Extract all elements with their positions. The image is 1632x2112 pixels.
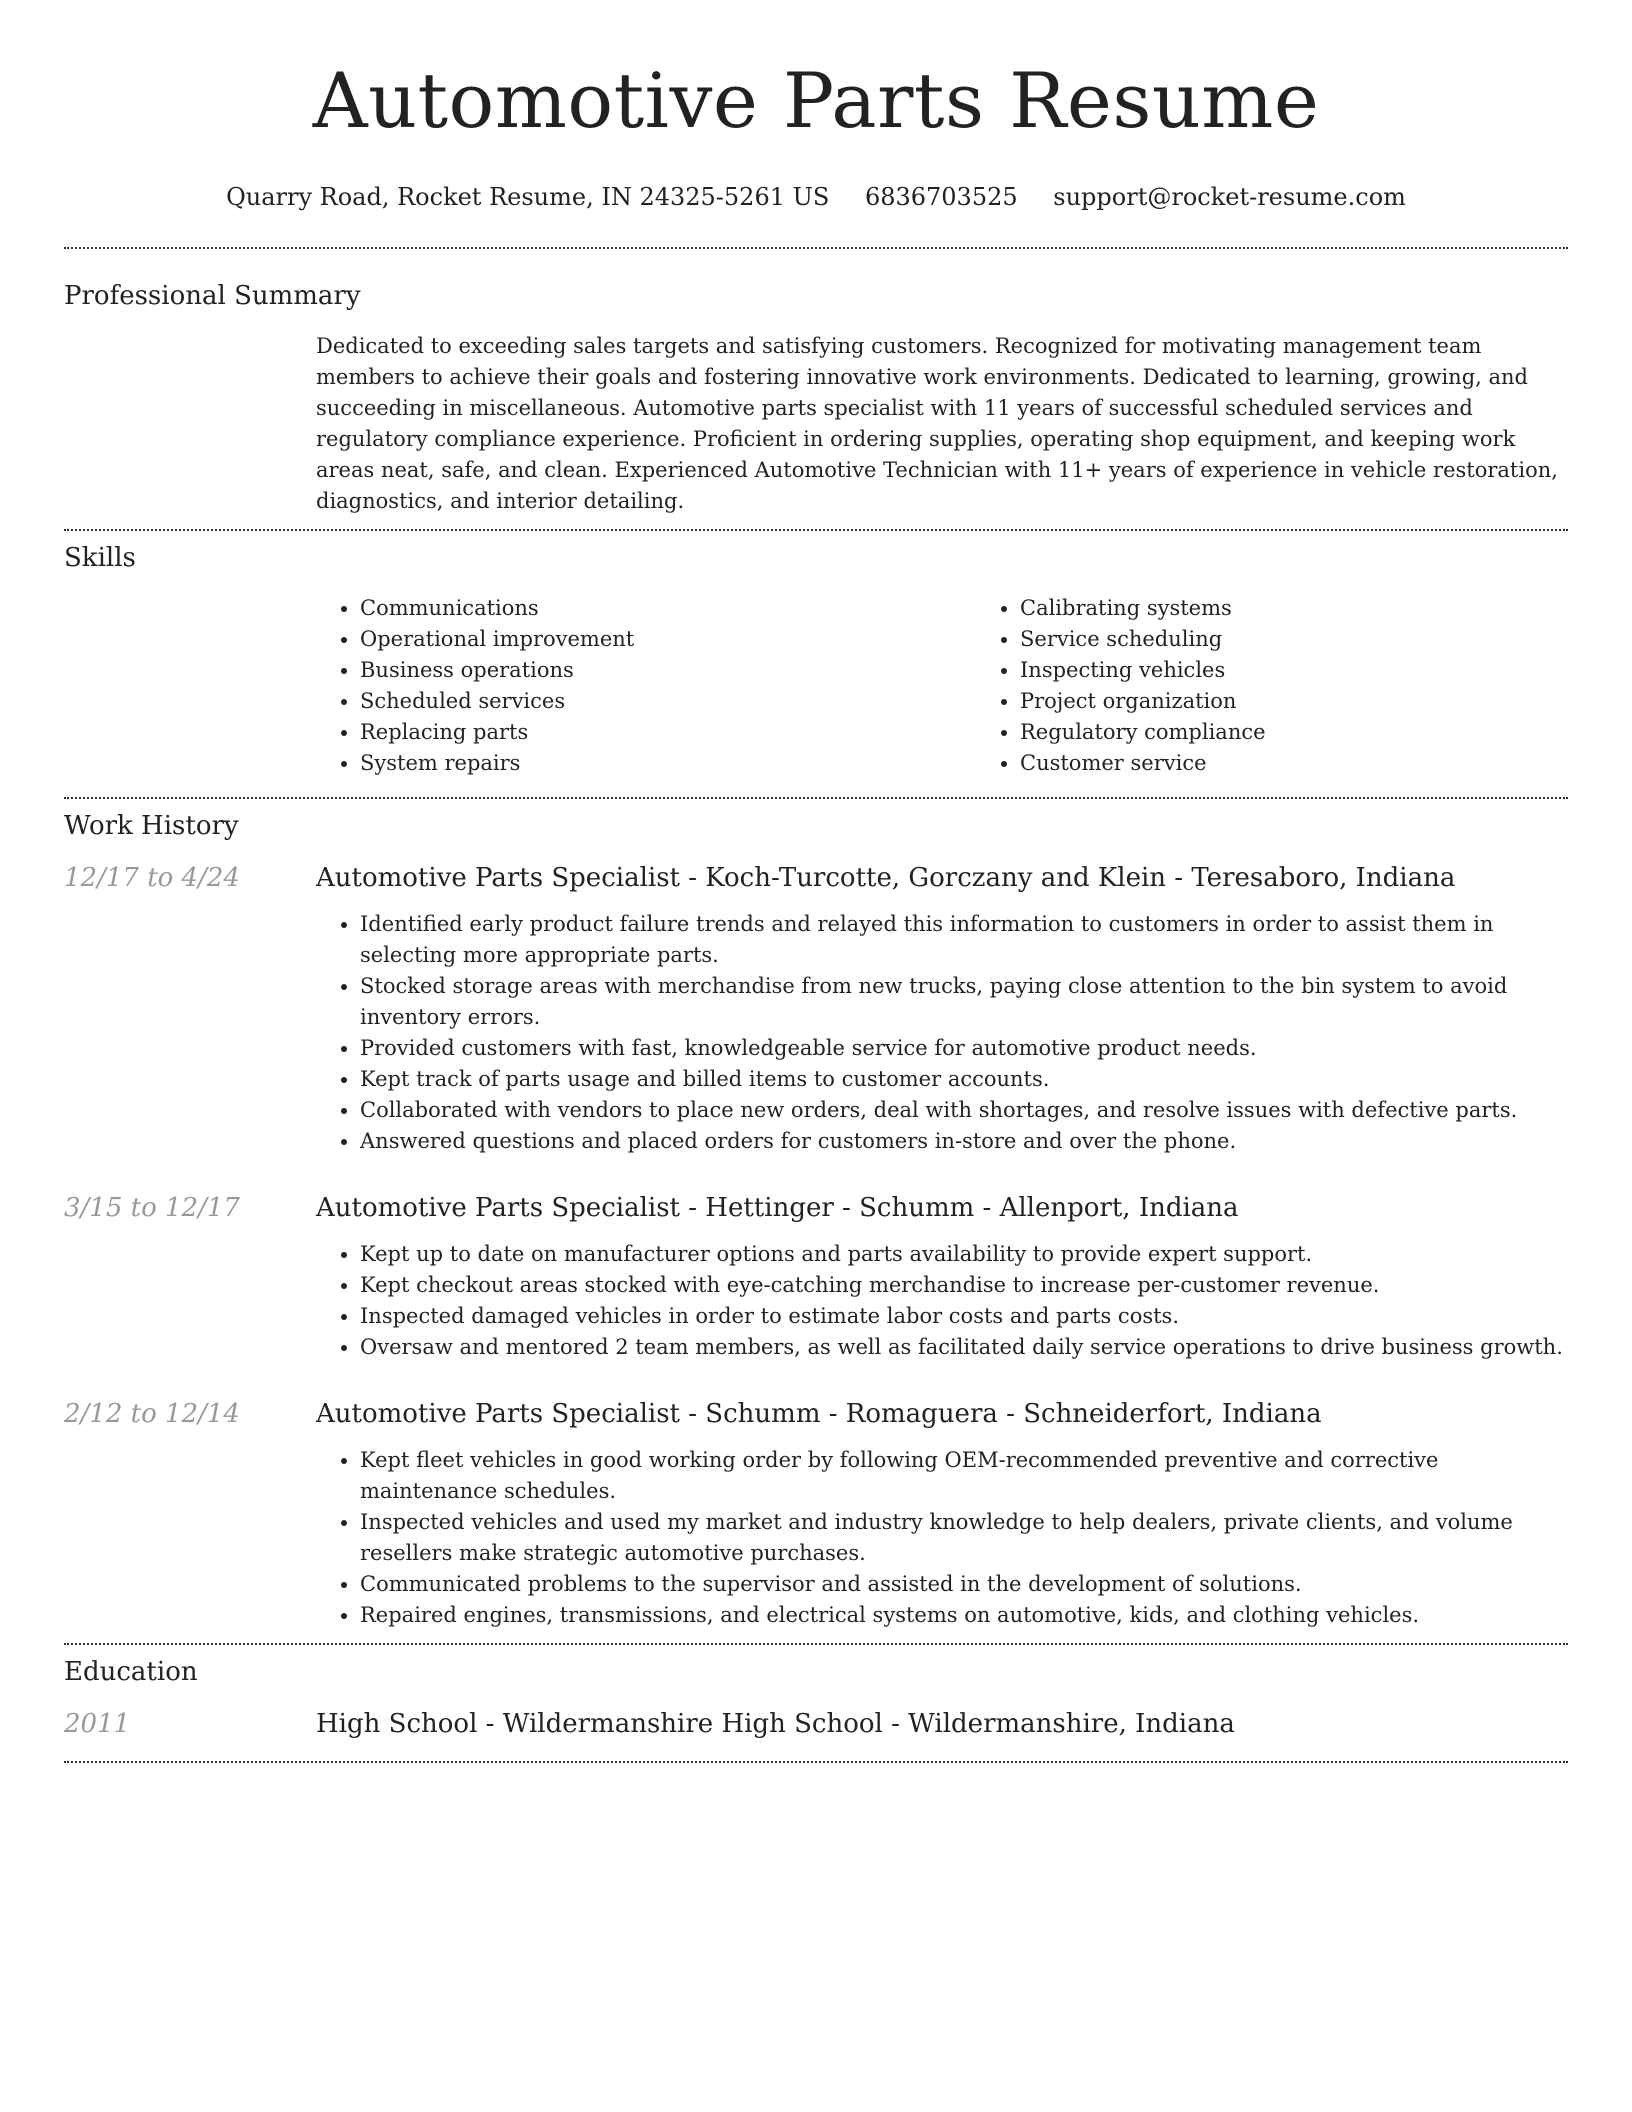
job-bullet: • Provided customers with fast, knowledgeable service for automotive product needs. (360, 1033, 1568, 1064)
skill-item: • Inspecting vehicles (1020, 655, 1632, 686)
job-dates: 3/15 to 12/17 (64, 1193, 240, 1223)
skill-item: • Scheduled services (360, 686, 976, 717)
divider (64, 1761, 1568, 1763)
job-bullet: • Identified early product failure trends and relayed this information to customers in order to assist them in selecting more appropriate parts. (360, 909, 1568, 971)
job-dates: 2/12 to 12/14 (64, 1399, 240, 1429)
skill-item: • System repairs (360, 748, 976, 779)
job-bullets (316, 1445, 1568, 1631)
job-bullet: • Stocked storage areas with merchandise from new trucks, paying close attention to the bin system to avoid inventory errors. (360, 971, 1568, 1033)
job-bullet: • Oversaw and mentored 2 team members, as well as facilitated daily service operations to drive business growth. (360, 1332, 1568, 1363)
skill-item: • Regulatory compliance (1020, 717, 1632, 748)
job-entry (64, 1397, 1568, 1631)
skill-item: • Business operations (360, 655, 976, 686)
skill-item: • Project organization (1020, 686, 1632, 717)
job-entry (64, 1191, 1568, 1363)
job-bullet: • Answered questions and placed orders for customers in-store and over the phone. (360, 1126, 1568, 1157)
skill-item: • Customer service (1020, 748, 1632, 779)
skill-item: • Communications (360, 593, 976, 624)
job-title: Automotive Parts Specialist - Hettinger - Schumm - Allenport, Indiana (316, 1193, 1239, 1223)
summary-section (64, 249, 1568, 517)
skill-item: • Calibrating systems (1020, 593, 1632, 624)
section-title-work: Work History (64, 811, 239, 841)
job-title: Automotive Parts Specialist - Koch-Turcotte, Gorczany and Klein - Teresaboro, Indiana (316, 863, 1456, 893)
job-entry (64, 861, 1568, 1157)
summary-text: Dedicated to exceeding sales targets and satisfying customers. Recognized for motivating management team members to achieve their goals and fostering innovative work environments. Dedicated to learning, growing, and succeeding in miscellaneous. Automotive parts specialist with 11 years of successful scheduled services and regulatory compliance experience. Proficient in ordering supplies, operating shop equipment, and keeping work areas neat, safe, and clean. Experienced Automotive Technician with 11+ years of experience in vehicle restoration, diagnostics, and interior detailing. (316, 334, 1558, 513)
job-bullet: • Kept up to date on manufacturer options and parts availability to provide expert support. (360, 1239, 1568, 1270)
job-bullet: • Communicated problems to the supervisor and assisted in the development of solutions. (360, 1569, 1568, 1600)
resume-title: Automotive Parts Resume (312, 56, 1320, 145)
skills-list-left (316, 593, 976, 779)
contact-phone[interactable]: 6836703525 (864, 183, 1018, 211)
skill-item: • Service scheduling (1020, 624, 1632, 655)
job-bullets (316, 909, 1568, 1157)
section-title-skills: Skills (64, 543, 136, 573)
job-bullet: • Inspected damaged vehicles in order to estimate labor costs and parts costs. (360, 1301, 1568, 1332)
skills-list-right (976, 593, 1632, 779)
education-year: 2011 (64, 1709, 131, 1739)
education-entry: High School - Wildermanshire High School - Wildermanshire, Indiana (316, 1709, 1235, 1739)
education-section (64, 1645, 1568, 1741)
skill-item: • Replacing parts (360, 717, 976, 748)
job-bullet: • Kept fleet vehicles in good working order by following OEM-recommended preventive and corrective maintenance schedules. (360, 1445, 1568, 1507)
contact-address: Quarry Road, Rocket Resume, IN 24325-5261 US (226, 183, 830, 211)
job-dates: 12/17 to 4/24 (64, 863, 240, 893)
contact-line (64, 180, 1568, 214)
job-title: Automotive Parts Specialist - Schumm - Romaguera - Schneiderfort, Indiana (316, 1399, 1322, 1429)
job-bullet: • Kept track of parts usage and billed items to customer accounts. (360, 1064, 1568, 1095)
contact-email[interactable]: support@rocket-resume.com (1053, 183, 1406, 211)
skills-section (64, 531, 1568, 779)
job-bullet: • Inspected vehicles and used my market and industry knowledge to help dealers, private clients, and volume resellers make strategic automotive purchases. (360, 1507, 1568, 1569)
job-bullets (316, 1239, 1568, 1363)
job-bullet: • Collaborated with vendors to place new orders, deal with shortages, and resolve issues with defective parts. (360, 1095, 1568, 1126)
job-bullet: • Kept checkout areas stocked with eye-catching merchandise to increase per-customer revenue. (360, 1270, 1568, 1301)
section-title-education: Education (64, 1657, 198, 1687)
section-title-summary: Professional Summary (64, 281, 361, 311)
skill-item: • Operational improvement (360, 624, 976, 655)
job-bullet: • Repaired engines, transmissions, and electrical systems on automotive, kids, and clothing vehicles. (360, 1600, 1568, 1631)
work-section (64, 799, 1568, 1631)
